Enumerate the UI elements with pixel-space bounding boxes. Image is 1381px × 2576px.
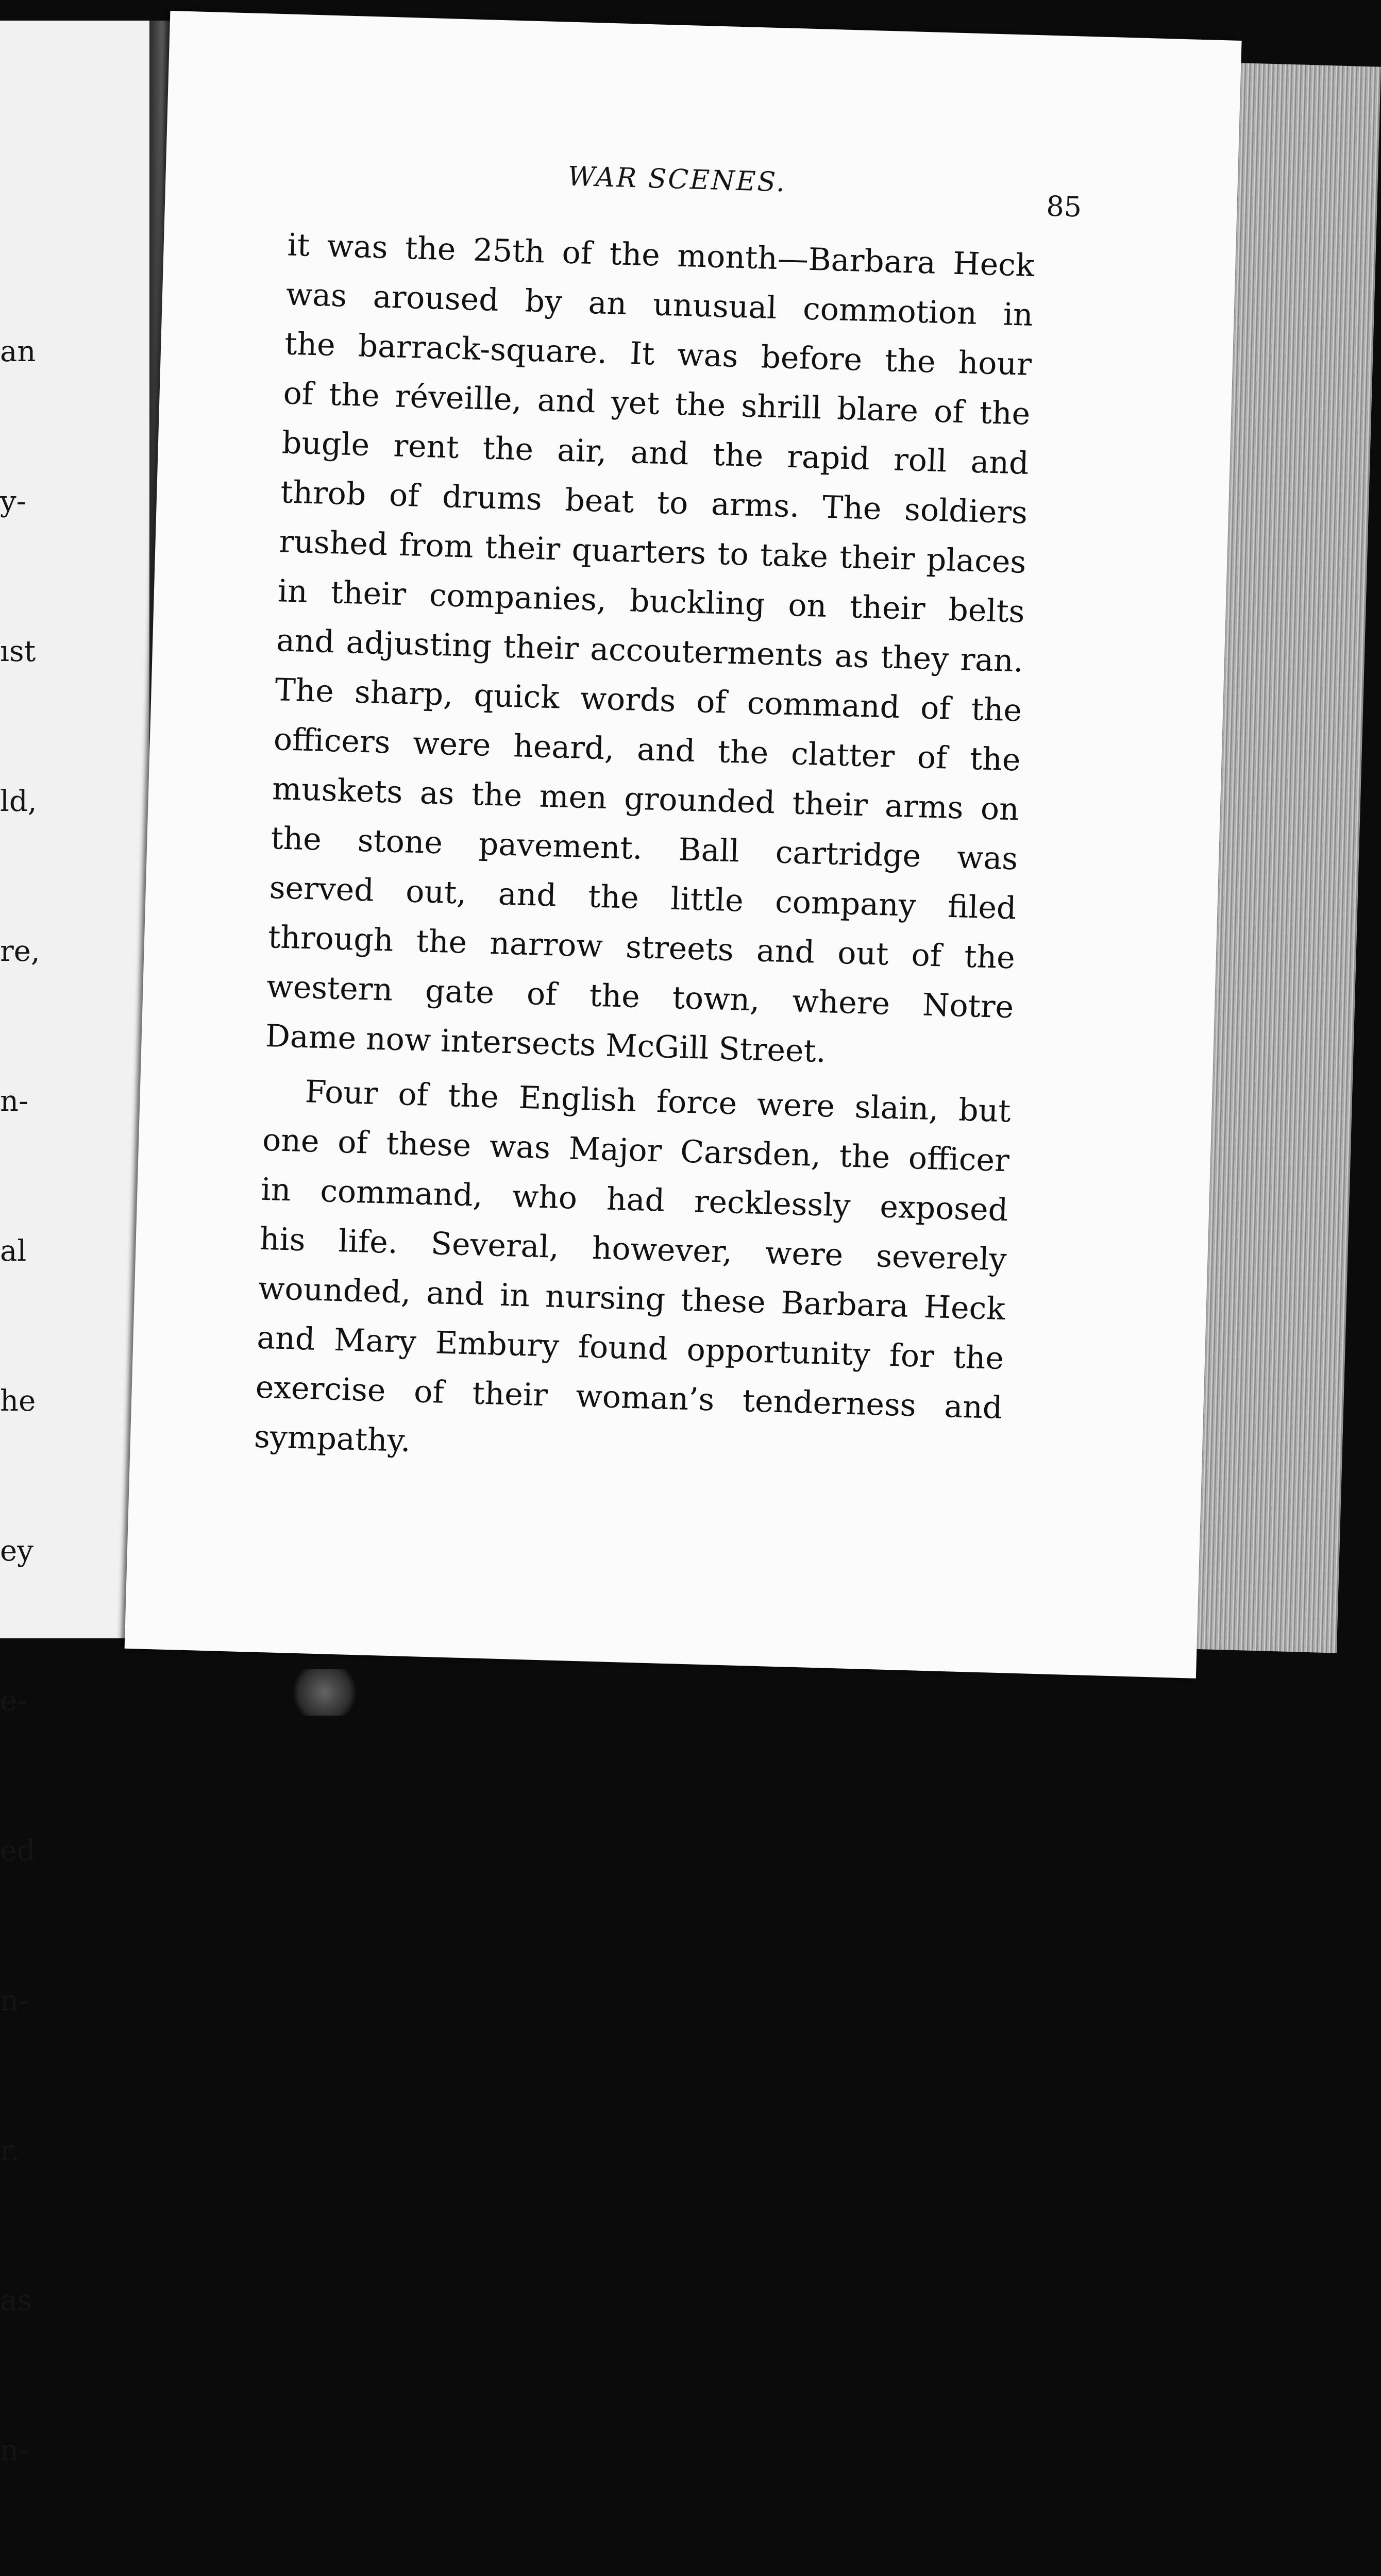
text-line: western gate of the town, where Notre [266,968,1015,1026]
previous-page-fragment: ıst [0,635,36,668]
text-line: throb of drums beat to arms. The soldiers [280,474,1028,531]
previous-page-text [0,227,55,2576]
text-line: sympathy. [254,1418,411,1460]
text-line: Four of the English force were slain, but [304,1074,1012,1130]
text-line: in command, who had recklessly exposed [260,1171,1009,1229]
previous-page-fragment: he [0,1384,36,1418]
text-line: served out, and the little company filed [268,870,1017,927]
text-line: officers were heard, and the clatter of the [273,721,1021,778]
previous-page-fragment: ed [0,1834,36,1868]
text-line: in their companies, buckling on their belts [277,573,1025,630]
text-line: Dame now intersects McGill Street. [264,1018,827,1070]
current-page [125,11,1242,1679]
previous-page-fragment: r. [0,2134,20,2167]
previous-page-fragment: as [0,2284,32,2317]
text-line: his life. Several, however, were severely [259,1221,1007,1278]
text-line: of the réveille, and yet the shrill blare of the [282,375,1031,432]
text-line: rushed from their quarters to take their places [278,523,1027,581]
previous-page-fragment: al [0,1234,27,1268]
previous-page-fragment: re, [0,935,40,968]
text-line: was aroused by an unusual commotion in [285,276,1034,333]
previous-page-fragment: y- [0,485,26,518]
text-line: and adjusting their accouterments as they ran. [276,622,1024,680]
text-line: the barrack-square. It was before the hour [284,326,1032,383]
text-line: it was the 25th of the month—Barbara Heck [287,227,1035,284]
previous-page-fragment: n- [0,2434,28,2467]
previous-page-fragment: n- [0,1984,28,2018]
running-head: WAR SCENES. [567,161,787,198]
text-line: and Mary Embury found opportunity for the [256,1319,1004,1377]
text-line: one of these was Major Carsden, the officer [262,1122,1010,1179]
body-text [254,221,1035,1483]
text-line: exercise of their woman’s tenderness and [255,1369,1003,1427]
previous-page-fragment: e- [0,1684,27,1718]
text-line: The sharp, quick words of command of the [274,672,1023,729]
paragraph-2 [254,1066,1012,1482]
text-line: muskets as the men grounded their arms on [272,771,1020,828]
paragraph-1 [265,221,1035,1082]
text-line: through the narrow streets and out of the [267,919,1016,976]
text-line: wounded, and in nursing these Barbara Heck [258,1270,1006,1328]
previous-page-fragment: an [0,335,36,368]
previous-page-fragment: ey [0,1534,33,1568]
previous-page-fragment: ld, [0,785,37,818]
previous-page-fragment: n- [0,1084,28,1118]
page-number: 85 [1046,190,1083,224]
text-line: bugle rent the air, and the rapid roll and [281,425,1030,482]
page-smudge [289,1669,361,1716]
text-line: the stone pavement. Ball cartridge was [270,820,1019,877]
